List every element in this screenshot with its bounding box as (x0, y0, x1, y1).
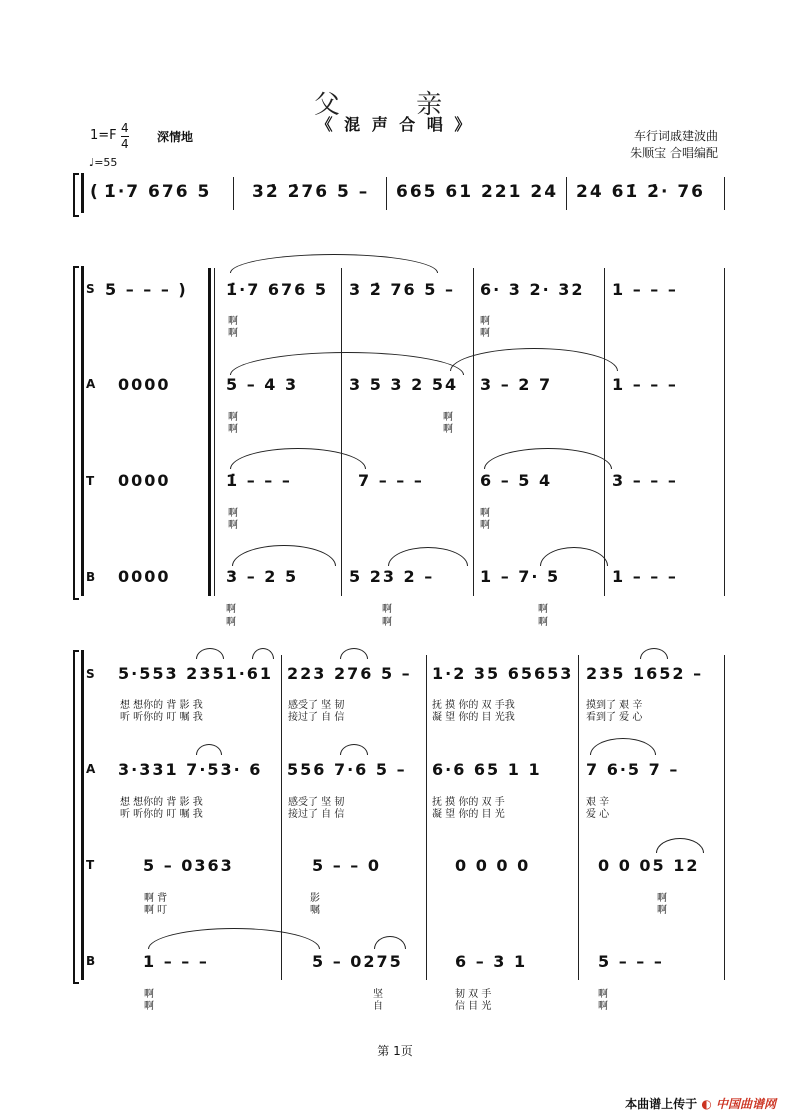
barline (566, 177, 567, 210)
voice-label-alto: A (86, 377, 96, 391)
time-signature (121, 121, 129, 152)
composer-credit: 车行词戚建波曲 (633, 129, 718, 143)
lyric: 啊 (226, 617, 236, 628)
lyric-line-1: 啊 (657, 893, 667, 904)
bass-measure-1: 1 – – – (143, 952, 209, 971)
lyric: 啊 (228, 508, 238, 519)
slur (640, 648, 668, 659)
bass-measure-2: 5 – 0275 (312, 952, 403, 971)
barline (578, 655, 579, 980)
lyric: 啊 (480, 328, 490, 339)
system-barline (81, 173, 84, 213)
lyric-line-1: 影 (310, 893, 320, 904)
lyric: 啊 (480, 508, 490, 519)
system-barline (81, 266, 84, 596)
lyric: 啊 (538, 604, 548, 615)
slur (388, 547, 468, 566)
lyric-line-1: 抚 摸 你的 双 手我 (432, 700, 515, 711)
barline (724, 177, 725, 210)
lyric: 啊 (382, 604, 392, 615)
bass-measure-2: 5 23 2 – (349, 567, 435, 586)
lyric: 啊 (228, 520, 238, 531)
lyric: 啊 (228, 328, 238, 339)
alto-measure-4: 7 6·5 7 – (586, 760, 680, 779)
site-name[interactable]: 中国曲谱网 (715, 1097, 776, 1111)
alto-measure-2: 556 7·6 5 – (287, 760, 407, 779)
lyric-line-1: 啊 (598, 989, 608, 1000)
bass-measure-4: 1 – – – (612, 567, 678, 586)
slur (540, 547, 608, 566)
lyric-line-1: 想 想你的 背 影 我 (120, 797, 203, 808)
expression-mark: 深情地 (157, 130, 194, 144)
barline (724, 268, 725, 596)
lyric-line-2: 听 听你的 叮 嘱 我 (120, 712, 203, 723)
lyric-line-1: 感受了 坚 韧 (288, 797, 345, 808)
time-numerator: 4 (121, 121, 129, 135)
lyric-line-2: 凝 望 你的 目 光我 (432, 712, 515, 723)
intro-paren: ( (90, 182, 100, 202)
voice-label-bass: B (86, 954, 96, 968)
barline (341, 268, 342, 596)
slur (340, 744, 368, 755)
tenor-measure-2: 5 – – 0 (312, 856, 381, 875)
alto-measure-3: 3 – 2 7 (480, 375, 553, 394)
voice-label-tenor: T (86, 858, 95, 872)
soprano-measure-0: 5 – – – ) (105, 280, 188, 299)
soprano-measure-1: 1̇·7 676 5 (226, 280, 329, 299)
voice-label-alto: A (86, 762, 96, 776)
lyric-line-2: 啊 (657, 905, 667, 916)
intro-measure-3: 665 61 221 24 (396, 182, 559, 202)
lyric: 啊 (228, 424, 238, 435)
lyric-line-2: 听 听你的 叮 嘱 我 (120, 809, 203, 820)
barline (604, 268, 605, 596)
slur (230, 352, 464, 375)
lyric: 啊 (226, 604, 236, 615)
slur (374, 936, 406, 949)
alto-measure-1: 5 – 4 3 (226, 375, 299, 394)
lyric-line-2: 啊 (144, 1001, 154, 1012)
lyric: 啊 (228, 316, 238, 327)
lyric-line-1: 坚 (373, 989, 383, 1000)
site-logo-icon: ◐ (701, 1097, 712, 1111)
lyric: 啊 (480, 520, 490, 531)
upload-note: 本曲谱上传于 (625, 1097, 698, 1111)
alto-measure-4: 1 – – – (612, 375, 678, 394)
score-title: 父 亲 (313, 90, 477, 120)
lyric: 啊 (228, 412, 238, 423)
key-signature: 1=F (90, 128, 117, 143)
voice-label-soprano: S (86, 667, 95, 681)
slur (196, 648, 224, 659)
tempo-mark: ♩=55 (89, 156, 118, 169)
system-bracket (73, 650, 79, 984)
barline (473, 268, 474, 596)
slur (196, 744, 222, 755)
tenor-measure-1: 5 – 0363 (143, 856, 234, 875)
lyric-line-2: 接过了 自 信 (288, 809, 345, 820)
lyric-line-1: 艰 辛 (586, 797, 610, 808)
slur (450, 348, 618, 371)
bass-measure-3: 1 – 7· 5 (480, 567, 561, 586)
intro-measure-2: 32̇ 2̇76 5 – (252, 182, 370, 202)
slur (230, 254, 438, 273)
bass-measure-1: 3 – 2 5 (226, 567, 299, 586)
voice-label-soprano: S (86, 282, 95, 296)
tenor-measure-3: 6 – 5 4 (480, 471, 553, 490)
time-denominator: 4 (121, 137, 129, 151)
lyric: 啊 (443, 412, 453, 423)
voice-label-tenor: T (86, 474, 95, 488)
tenor-measure-3: 0 0 0 0 (455, 856, 531, 875)
voice-label-bass: B (86, 570, 96, 584)
page-number: 第 1页 (377, 1044, 413, 1058)
lyric: 啊 (443, 424, 453, 435)
alto-measure-1: 3·331 7·53· 6 (118, 760, 263, 779)
lyric-line-2: 接过了 自 信 (288, 712, 345, 723)
lyric-line-2: 凝 望 你的 目 光 (432, 809, 505, 820)
bass-measure-3: 6 – 3 1 (455, 952, 528, 971)
lyric-line-1: 感受了 坚 韧 (288, 700, 345, 711)
bass-measure-4: 5 – – – (598, 952, 664, 971)
system-bracket (73, 266, 79, 600)
tenor-measure-0: 0000 (118, 471, 171, 490)
lyric-line-2: 爱 心 (586, 809, 610, 820)
site-footer[interactable] (625, 1095, 776, 1112)
barline (386, 177, 387, 210)
lyric: 啊 (538, 617, 548, 628)
soprano-measure-1: 5·553 2351·61 (118, 664, 274, 683)
soprano-measure-2: 223 276 5 – (287, 664, 412, 683)
repeat-barline-thin (214, 268, 215, 596)
bass-measure-0: 0000 (118, 567, 171, 586)
intro-measure-1: 1̇·7 676 5 (104, 182, 212, 202)
tenor-measure-1: 1̇ – – – (226, 471, 292, 490)
lyric-line-1: 韧 双 手 (455, 989, 492, 1000)
barline (724, 655, 725, 980)
soprano-measure-4: 235 1652 – (586, 664, 704, 683)
lyric-line-1: 啊 (144, 989, 154, 1000)
slur (484, 448, 612, 469)
lyric-line-2: 啊 叮 (144, 905, 168, 916)
soprano-measure-3: 1·2 35 65653 (432, 664, 574, 683)
tenor-measure-2: 7 – – – (358, 471, 424, 490)
lyric-line-2: 信 目 光 (455, 1001, 492, 1012)
slur (232, 545, 336, 566)
system-bracket (73, 173, 79, 217)
tenor-measure-4: 3 – – – (612, 471, 678, 490)
arranger-credit: 朱顺宝 合唱编配 (630, 146, 718, 160)
soprano-measure-3: 6· 3 2· 32 (480, 280, 585, 299)
lyric-line-2: 啊 (598, 1001, 608, 1012)
slur (590, 738, 656, 755)
lyric: 啊 (480, 316, 490, 327)
slur (656, 838, 704, 853)
alto-measure-0: 0000 (118, 375, 171, 394)
alto-measure-2: 3 5 3 2 54 (349, 375, 459, 394)
barline (233, 177, 234, 210)
lyric-line-2: 自 (373, 1001, 383, 1012)
lyric-line-2: 看到了 爱 心 (586, 712, 643, 723)
score-subtitle: 《 混 声 合 唱 》 (316, 115, 474, 134)
soprano-measure-4: 1 – – – (612, 280, 678, 299)
lyric-line-1: 抚 摸 你的 双 手 (432, 797, 505, 808)
alto-measure-3: 6·6 65 1 1 (432, 760, 542, 779)
repeat-barline (208, 268, 211, 596)
lyric-line-1: 想 想你的 背 影 我 (120, 700, 203, 711)
lyric-line-2: 嘱 (310, 905, 320, 916)
tie (148, 928, 320, 949)
soprano-measure-2: 3 2̇ 76 5 – (349, 280, 455, 299)
lyric-line-1: 摸到了 艰 辛 (586, 700, 643, 711)
intro-measure-4: 24 61̇ 2̇· 76 (576, 182, 706, 202)
tie (230, 448, 366, 469)
lyric: 啊 (382, 617, 392, 628)
slur (252, 648, 274, 659)
system-barline (81, 650, 84, 980)
slur (340, 648, 368, 659)
lyric-line-1: 啊 背 (144, 893, 168, 904)
tenor-measure-4: 0 0 05 12 (598, 856, 700, 875)
barline (426, 655, 427, 980)
